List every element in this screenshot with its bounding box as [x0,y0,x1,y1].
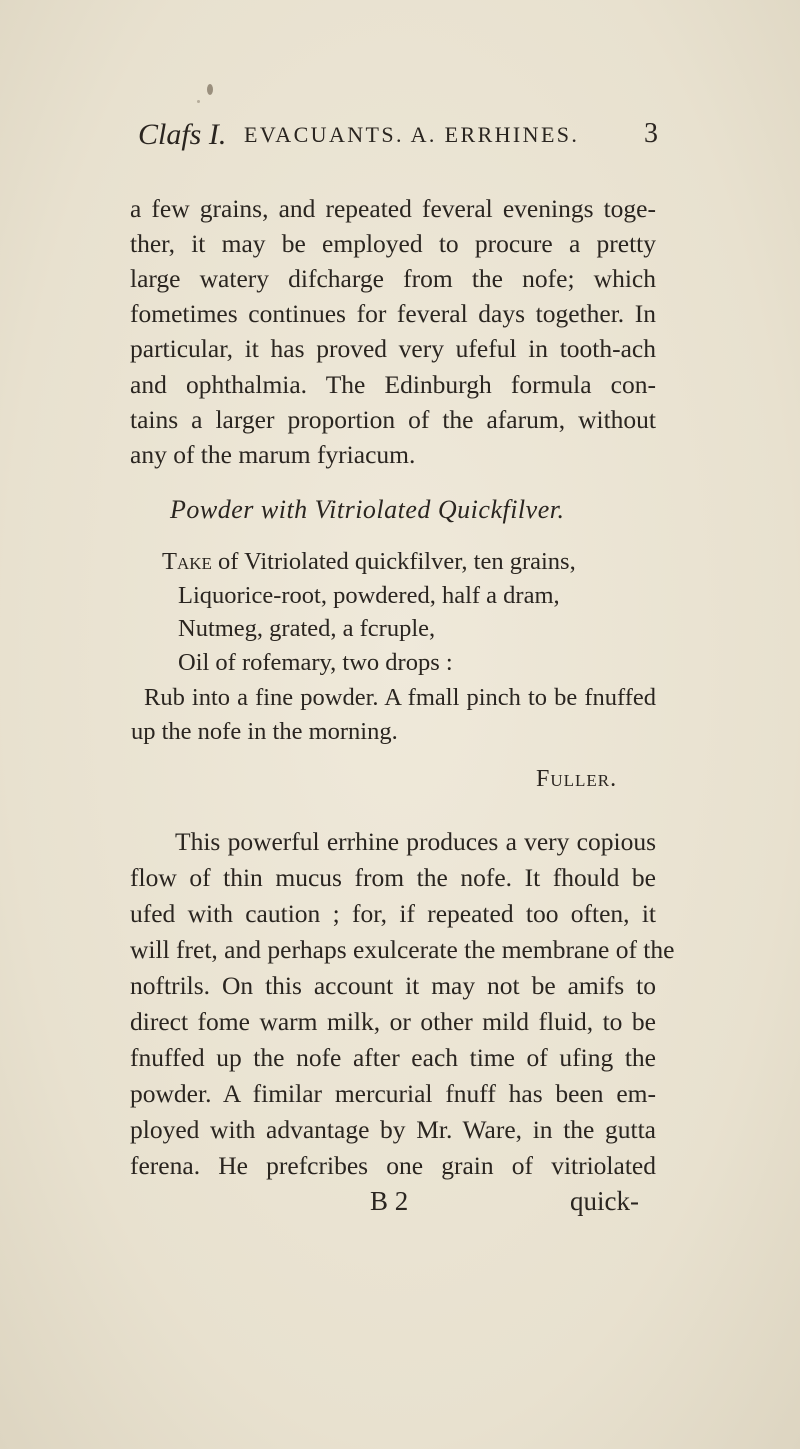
ingredient-line: Oil of rofemary, two drops : [178,649,453,676]
recipe-take-line [162,550,576,575]
text-line: a few grains, and repeated feveral evenings toge- [130,194,656,223]
text-line: tains a larger proportion of the afarum, without [130,405,656,434]
text-line: fnuffed up the nofe after each time of ufing the [130,1043,656,1072]
text-line: direct fome warm milk, or other mild fluid, to be [130,1007,656,1036]
text-line: will fret, and perhaps exulcerate the membrane of the [130,935,675,964]
text-line: any of the marum fyriacum. [130,440,416,469]
text-line: fometimes continues for feveral days together. In [130,299,656,328]
directions-line: up the nofe in the morning. [131,718,398,745]
running-class: Clafs I. [138,118,227,151]
text-line: and ophthalmia. The Edinburgh formula con- [130,370,656,399]
text-line: large watery difcharge from the nofe; which [130,264,656,293]
text-line: flow of thin mucus from the nofe. It fhould be [130,863,656,892]
signature-mark: B 2 [370,1186,409,1216]
text-line: ther, it may be employed to procure a pretty [130,229,656,258]
directions-line: Rub into a fine powder. A fmall pinch to be fnuffed [144,684,656,711]
ingredient-line: Liquorice-root, powdered, half a dram, [178,582,560,609]
text-line: ferena. He prefcribes one grain of vitriolated [130,1151,656,1180]
text-line: ufed with caution ; for, if repeated too often, it [130,899,656,928]
text-line: powder. A fimilar mercurial fnuff has been em- [130,1079,656,1108]
recipe-title: Powder with Vitriolated Quickfilver. [170,495,565,524]
running-title: EVACUANTS. A. ERRHINES. [244,122,580,147]
take-rest: of Vitriolated quickfilver, ten grains, [211,548,576,575]
text-line: particular, it has proved very ufeful in tooth-ach [130,334,656,363]
text-line: noftrils. On this account it may not be amifs to [130,971,656,1000]
text-line: This powerful errhine produces a very copious [175,827,656,856]
take-word: Take [162,548,212,575]
ink-speck [197,100,200,103]
ingredient-line: Nutmeg, grated, a fcruple, [178,615,436,642]
page-number: 3 [644,118,658,149]
ink-blot [207,84,213,95]
catchword: quick- [570,1186,639,1216]
text-line: ployed with advantage by Mr. Ware, in the gutta [130,1115,656,1144]
recipe-author: Fuller. [536,766,618,792]
running-header [138,118,658,158]
